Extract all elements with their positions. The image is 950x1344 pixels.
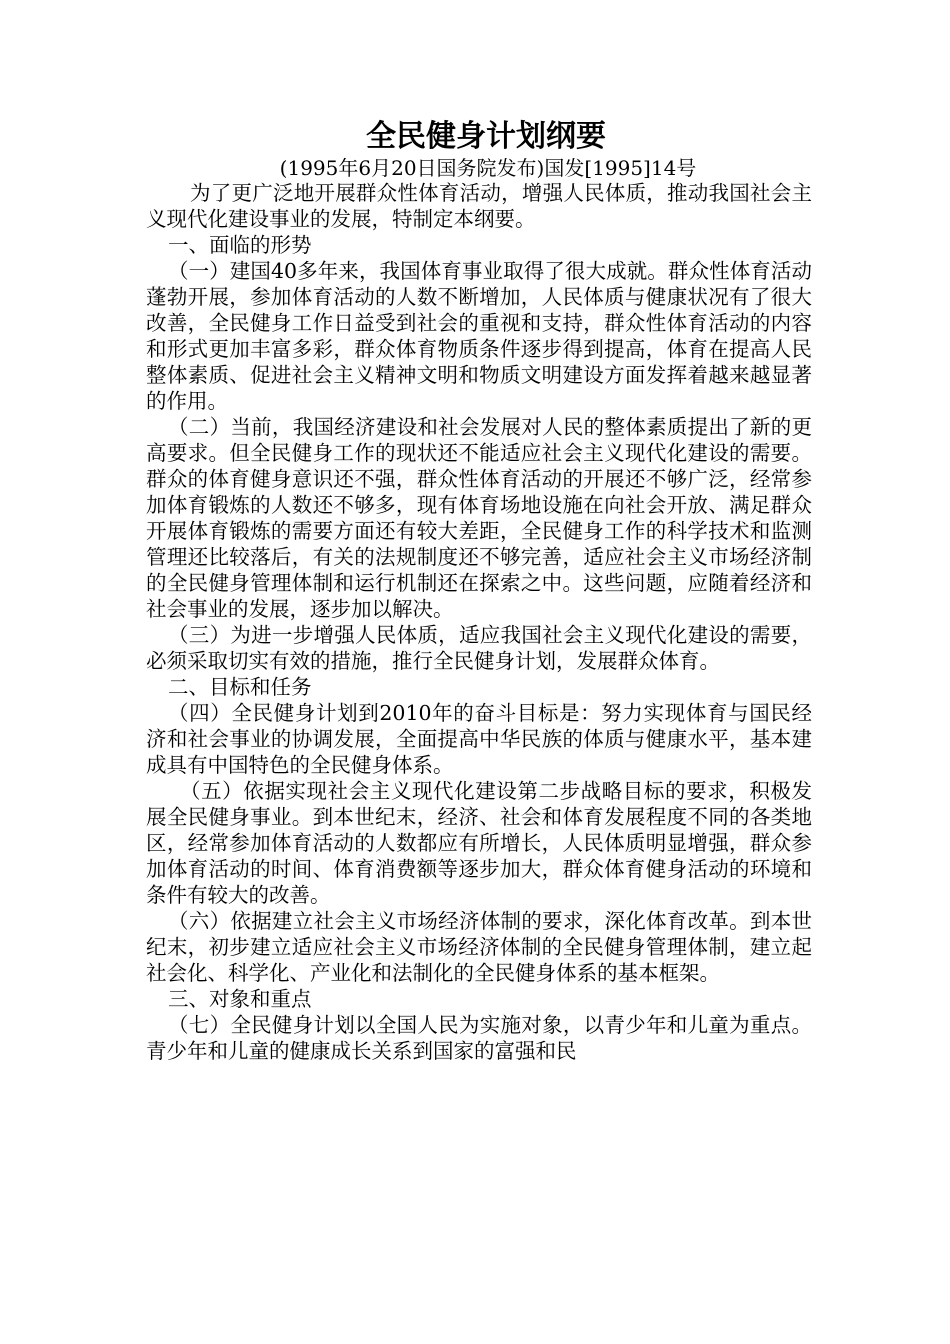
paragraph-1: （一）建国40多年来，我国体育事业取得了很大成就。群众性体育活动蓬勃开展，参加体育活动的人数不断增加，人民体质与健康状况有了很大改善，全民健身工作日益受到社会的重视和支持，群众性体育活动的内容和形式更加丰富多彩，群众体育物质条件逐步得到提高，体育在提高人民整体素质、促进社会主义精神文明和物质文明建设方面发挥着越来越显著的作用。	[146, 259, 812, 413]
document-title: 全民健身计划纲要	[366, 119, 606, 154]
intro-paragraph: 为了更广泛地开展群众性体育活动，增强人民体质，推动我国社会主义现代化建设事业的发展，特制定本纲要。	[146, 181, 812, 231]
paragraph-4: （四）全民健身计划到2010年的奋斗目标是：努力实现体育与国民经济和社会事业的协调发展，全面提高中华民族的体质与健康水平，基本建成具有中国特色的全民健身体系。	[146, 701, 812, 777]
section-heading: 二、目标和任务	[168, 675, 312, 699]
section-goals	[146, 674, 812, 986]
section-heading: 三、对象和重点	[168, 987, 312, 1011]
paragraph-2: （二）当前，我国经济建设和社会发展对人民的整体素质提出了新的更高要求。但全民健身工作的现状还不能适应社会主义现代化建设的需要。群众的体育健身意识还不强，群众性体育活动的开展还不够广泛，经常参加体育锻炼的人数还不够多，现有体育场地设施在向社会开放、满足群众开展体育锻炼的需要方面还有较大差距，全民健身工作的科学技术和监测管理还比较落后，有关的法规制度还不够完善，适应社会主义市场经济制的全民健身管理体制和运行机制还在探索之中。这些问题，应随着经济和社会事业的发展，逐步加以解决。	[146, 415, 812, 621]
document-page	[146, 118, 812, 1064]
paragraph-7: （七）全民健身计划以全国人民为实施对象，以青少年和儿童为重点。青少年和儿童的健康成长关系到国家的富强和民	[146, 1013, 812, 1063]
paragraph-3: （三）为进一步增强人民体质，适应我国社会主义现代化建设的需要，必须采取切实有效的措施，推行全民健身计划，发展群众体育。	[146, 623, 812, 673]
section-situation	[146, 232, 812, 674]
document-subtitle: (1995年6月20日国务院发布)国发[1995]14号	[279, 156, 697, 180]
paragraph-6: （六）依据建立社会主义市场经济体制的要求，深化体育改革。到本世纪末，初步建立适应社会主义市场经济体制的全民健身管理体制，建立起社会化、科学化、产业化和法制化的全民健身体系的基本框架。	[146, 909, 812, 985]
section-targets	[146, 986, 812, 1064]
section-heading: 一、面临的形势	[168, 233, 312, 257]
paragraph-5: （五）依据实现社会主义现代化建设第二步战略目标的要求，积极发展全民健身事业。到本世纪末，经济、社会和体育发展程度不同的各类地区，经常参加体育活动的人数都应有所增长，人民体质明显增强，群众参加体育活动的时间、体育消费额等逐步加大，群众体育健身活动的环境和条件有较大的改善。	[146, 779, 812, 907]
